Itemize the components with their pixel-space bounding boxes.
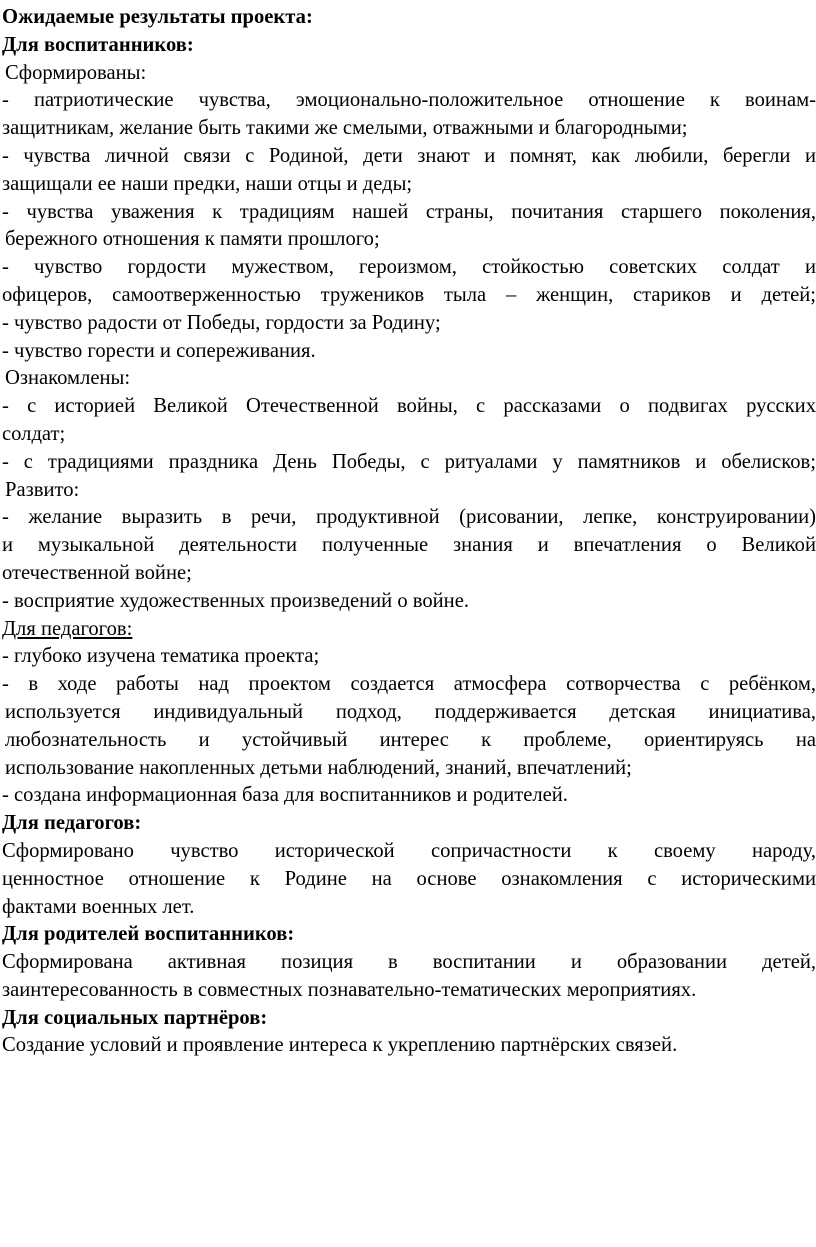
text-line: Сформирована активная позиция в воспитании и образовании детей, — [2, 951, 816, 974]
text-line: любознательность и устойчивый интерес к проблеме, ориентируясь на — [5, 728, 816, 751]
document-title: Ожидаемые результаты проекта: — [2, 6, 313, 28]
text-line: защитникам, желание быть такими же смелыми, отважными и благородными; — [2, 117, 688, 140]
text-line: - желание выразить в речи, продуктивной (рисовании, лепке, конструировании) — [2, 506, 816, 529]
text-line: фактами военных лет. — [2, 895, 195, 918]
text-line: используется индивидуальный подход, поддерживается детская инициатива, — [5, 700, 816, 723]
text-line: офицеров, самоотверженностью тружеников тыла – женщин, стариков и детей; — [2, 283, 816, 306]
text-line: использование накопленных детьми наблюдений, знаний, впечатлений; — [5, 756, 632, 779]
section-heading-partners: Для социальных партнёров: — [2, 1006, 268, 1029]
text-line: Сформировано чувство исторической сопричастности к своему народу, — [2, 839, 816, 862]
text-line: - создана информационная база для воспитанников и родителей. — [2, 784, 568, 807]
text-line: - в ходе работы над проектом создается атмосфера сотворчества с ребёнком, — [2, 673, 816, 696]
text-line: - глубоко изучена тематика проекта; — [2, 645, 320, 668]
text-line: заинтересованность в совместных познавательно-тематических мероприятиях. — [2, 978, 697, 1001]
text-line: солдат; — [2, 422, 66, 445]
text-line: - чувство горести и сопереживания. — [2, 339, 316, 362]
subheading-developed: Развито: — [5, 478, 80, 501]
text-line: Создание условий и проявление интереса к укреплению партнёрских связей. — [2, 1034, 678, 1057]
section-heading-pupils: Для воспитанников: — [2, 33, 194, 56]
text-line: - восприятие художественных произведений о войне. — [2, 589, 469, 612]
text-line: - с традициями праздника День Победы, с ритуалами у памятников и обелисков; — [2, 450, 816, 473]
section-heading-teachers: Для педагогов: — [2, 617, 133, 640]
text-line: - чувство гордости мужеством, героизмом, стойкостью советских солдат и — [2, 256, 816, 279]
text-line: - чувства уважения к традициям нашей страны, почитания старшего поколения, — [2, 200, 816, 223]
subheading-acquainted: Ознакомлены: — [5, 367, 131, 390]
text-line: - чувства личной связи с Родиной, дети знают и помнят, как любили, берегли и — [2, 144, 816, 167]
text-line: отечественной войне; — [2, 561, 192, 584]
subheading-formed: Сформированы: — [5, 61, 147, 84]
text-line: - чувство радости от Победы, гордости за Родину; — [2, 311, 441, 334]
text-line: и музыкальной деятельности полученные знания и впечатления о Великой — [2, 534, 816, 557]
section-heading-parents: Для родителей воспитанников: — [2, 923, 295, 946]
text-line: - патриотические чувства, эмоционально-положительное отношение к воинам- — [2, 89, 816, 112]
text-line: ценностное отношение к Родине на основе ознакомления с историческими — [2, 867, 816, 890]
text-line: бережного отношения к памяти прошлого; — [5, 228, 380, 251]
text-line: - с историей Великой Отечественной войны, с рассказами о подвигах русских — [2, 395, 816, 418]
section-heading-teachers-2: Для педагогов: — [2, 812, 142, 835]
text-line: защищали ее наши предки, наши отцы и деды; — [2, 172, 413, 195]
